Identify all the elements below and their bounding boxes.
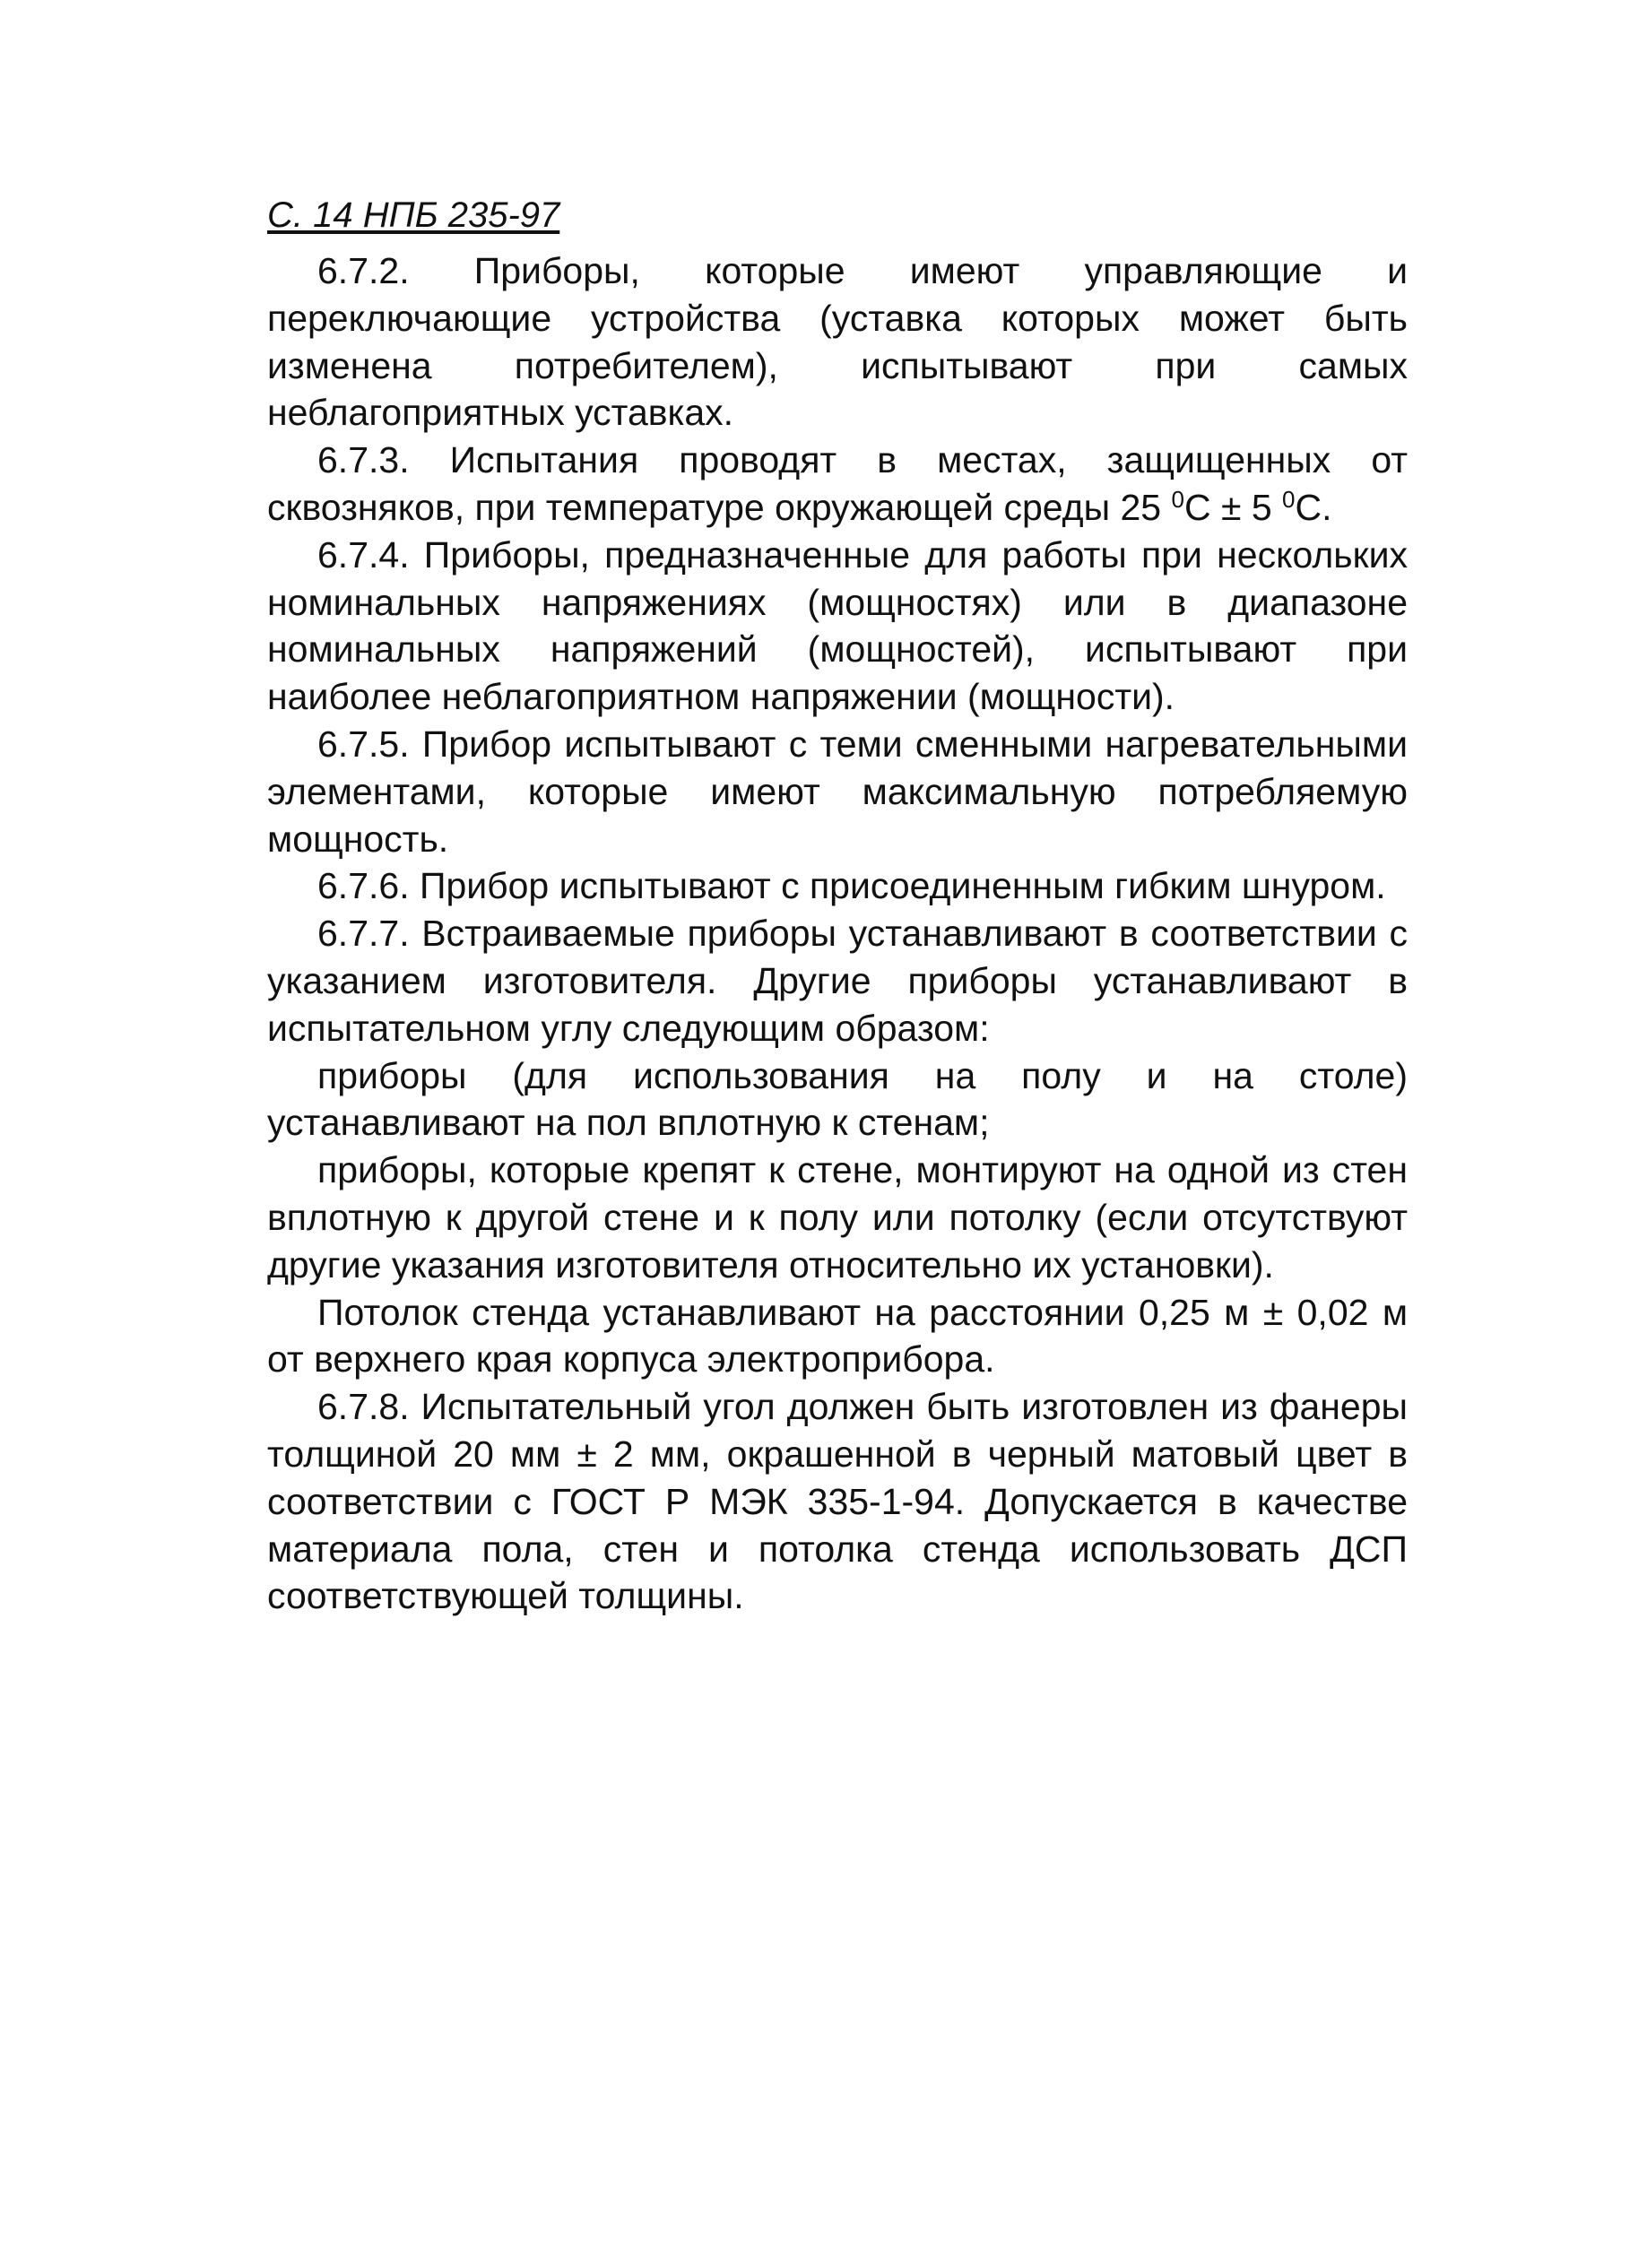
- paragraph-6-7-6: 6.7.6. Прибор испытывают с присоединенным гибким шнуром.: [317, 865, 1386, 907]
- paragraph-6-7-3-mid: С ± 5: [1183, 486, 1283, 528]
- paragraph-6-7-7-floor-devices: приборы (для использования на полу и на столе) устанавливают на пол вплотную к стенам;: [267, 1054, 1408, 1144]
- paragraph-6-7-7: 6.7.7. Встраиваемые приборы устанавливают в соответствии с указанием изготовителя. Другие приборы устанавливают в испытательном углу следующим образом:: [267, 913, 1408, 1049]
- paragraph-6-7-2: 6.7.2. Приборы, которые имеют управляющие и переключающие устройства (уставка которых может быть изменена потребителем), испытывают при самых неблагоприятных уставках.: [267, 250, 1408, 434]
- degree-mark: 0: [1171, 485, 1184, 513]
- paragraph-6-7-7-ceiling: Потолок стенда устанавливают на расстоянии 0,25 м ± 0,02 м от верхнего края корпуса электроприбора.: [267, 1291, 1408, 1381]
- degree-mark: 0: [1282, 485, 1296, 513]
- paragraph-6-7-3-end: С.: [1295, 486, 1332, 528]
- page-header: С. 14 НПБ 235-97: [267, 195, 560, 235]
- paragraph-6-7-3: [267, 437, 1408, 532]
- document-body: [267, 247, 1408, 1620]
- paragraph-6-7-8: 6.7.8. Испытательный угол должен быть изготовлен из фанеры толщиной 20 мм ± 2 мм, окрашенной в черный матовый цвет в соответствии с ГОСТ Р МЭК 335-1-94. Допускается в качестве материала пола, стен и потолка стенда использовать ДСП соответствующей толщины.: [267, 1386, 1408, 1617]
- paragraph-6-7-7-wall-devices: приборы, которые крепят к стене, монтируют на одной из стен вплотную к другой стене и к полу или потолку (если отсутствуют другие указания изготовителя относительно их установки).: [267, 1149, 1408, 1285]
- paragraph-6-7-3-text: 6.7.3. Испытания проводят в местах, защищенных от сквозняков, при температуре окружающей среды 25: [267, 439, 1408, 528]
- paragraph-6-7-4: 6.7.4. Приборы, предназначенные для работы при нескольких номинальных напряжениях (мощностях) или в диапазоне номинальных напряжений (мощностей), испытывают при наиболее неблагоприятном напряжении (мощности).: [267, 533, 1408, 718]
- paragraph-6-7-5: 6.7.5. Прибор испытывают с теми сменными нагревательными элементами, которые имеют максимальную потребляемую мощность.: [267, 723, 1408, 860]
